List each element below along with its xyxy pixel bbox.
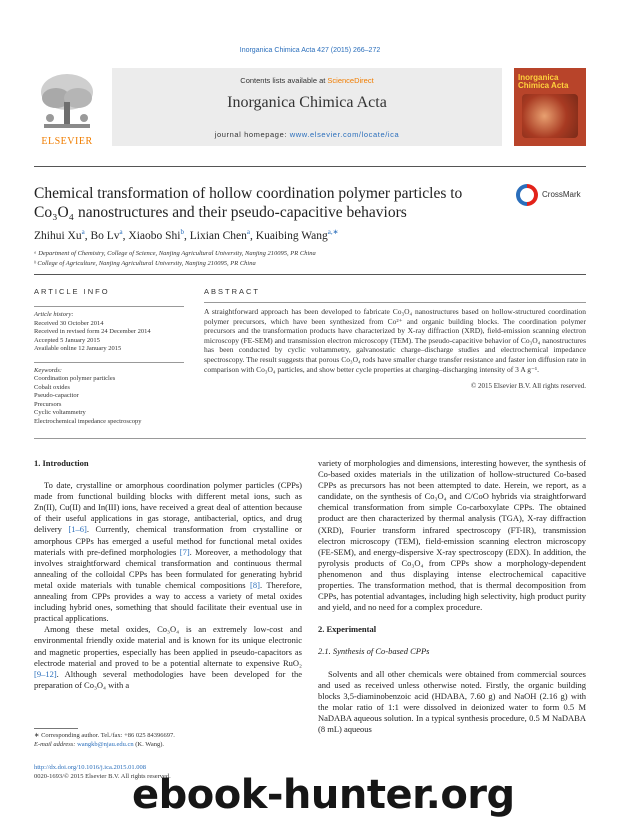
journal-title: Inorganica Chimica Acta — [227, 94, 387, 111]
subsection-heading: 2.1. Synthesis of Co-based CPPs — [318, 646, 430, 657]
author-name: Xiaobo Shi — [128, 229, 181, 242]
article-info-heading: ARTICLE INFO — [34, 287, 110, 296]
email-link[interactable]: wangkb@njau.edu.cn — [77, 740, 134, 748]
abstract-panel — [204, 287, 586, 390]
citation-link[interactable]: [9–12] — [34, 668, 57, 679]
sciencedirect-link[interactable]: ScienceDirect — [327, 76, 374, 85]
journal-homepage — [112, 130, 502, 139]
crossmark-label: CrossMark — [542, 190, 581, 199]
journal-cover-thumbnail[interactable] — [514, 68, 586, 146]
abstract-heading: ABSTRACT — [204, 287, 261, 296]
abstract-text: A straightforward approach has been developed to fabricate Co₃O₄ nanostructures based on hollow-structured coordination polymer precursors, which have been synthesized from Co²⁺ and organic building blocks. The coordination polymer precursors and the transformation products have characterized by X-ray diffraction (XRD), field-emission scanning electron microscopy (FE-SEM) and transmission electron microscopy (TEM). The pseudo-capacitive behavior of Co₃O₄ nanostructures has been conducted by cyclic voltammetry, galvanostatic charge–discharge studies and electrochemical impedance spectroscopy. The result suggests that porous Co₃O₄ rods have smaller charge transfer resistance and faster ion diffusion rate in comparison with Co₃O₄ particles, and show better cycle properties at charging–discharging intensity of 3 A g⁻¹. — [204, 307, 586, 374]
paragraph: To date, crystalline or amorphous coordination polymer particles (CPPs) made from functional building blocks with different metal ions, such as Zn(II), Cu(II) and In(III) ions, have received a great deal of attention because of their useful applications in gas storage, antibacterial, optics, and drug delivery [1–6]. Currently, chemical transformation from crystalline or amorphous CPPs has emerged a useful method for functional metal oxides materials with pre-defined morphologies [7]. Moreover, a methodology that involves straightforward chemical transformation and continuous thermal annealing of the colloidal CPPs has been formulated for generating hybrid metal oxide materials with tunable chemical compositions [8]. Therefore, annealing from CPPs provides a way to access a variety of metal oxides including hybrid ones, something that should facilitate their eventual use in practical applications. — [34, 480, 302, 624]
keyword-item: Cyclic voltammetry — [34, 409, 86, 416]
journal-reference[interactable]: Inorganica Chimica Acta 427 (2015) 266–272 — [239, 47, 381, 54]
paragraph: Among these metal oxides, Co₃O₄ is an extremely low-cost and environmental friendly oxide material and is known for its unique electronic and magnetic properties, especially has been applied in pseudo-capacitors as electrode material and proved to be a potential alternate to expensive RuO₂ [9–12]. Although several methodologies have been developed for the preparation of Co₃O₄ with a — [34, 624, 302, 690]
article-title: Chemical transformation of hollow coordination polymer particles to Co₃O₄ nanostructures and their pseudo-capacitive behaviors — [34, 185, 463, 221]
history-item: Received 30 October 2014 — [34, 319, 104, 327]
affiliation-b: ᵇ College of Agriculture, Nanjing Agricultural University, Nanjing 210095, PR China — [34, 259, 256, 267]
article-info-panel — [34, 287, 184, 426]
keyword-item: Coordination polymer particles — [34, 375, 116, 382]
author-name: Lixian Chen — [189, 229, 247, 242]
history-item: Accepted 5 January 2015 — [34, 336, 100, 344]
elsevier-wordmark: ELSEVIER — [41, 136, 93, 147]
section-heading-introduction: 1. Introduction — [34, 458, 89, 468]
homepage-prefix: journal homepage: — [214, 130, 290, 139]
history-item: Available online 12 January 2015 — [34, 345, 122, 352]
citation-link[interactable]: [8] — [250, 579, 260, 590]
footnote-corr: ∗ Corresponding author. Tel./fax: +86 025 84396697. — [34, 732, 175, 739]
contents-line — [112, 76, 502, 85]
info-top-rule — [34, 274, 586, 275]
author-affiliation-marker[interactable]: a — [81, 228, 85, 236]
author-affiliation-marker[interactable]: a — [119, 228, 123, 236]
paragraph: Solvents and all other chemicals were obtained from commercial sources and used as received unless otherwise noted. Firstly, the organic building blocks 3,5-diaminobenzoic acid (HDABA, 7.60 g) and NaOH (2.16 g) with the molar ratio of 1:1 were dissolved in deionized water to form 0.5 M NaDABA aqueous solution. In a typical synthesis procedure, 0.5 M NaDABA (8 mL) aqueous — [318, 668, 586, 734]
keywords-heading: Keywords: — [34, 366, 62, 374]
author-affiliation-marker[interactable]: a — [246, 228, 251, 236]
paragraph: variety of morphologies and dimensions, interesting however, the synthesis of Co-based oxides materials in the utilization of hollow-structured Co-based CPPs as precursors has not been attempted to date. Herein, we report, as a candidate, on the synthesis of Co₃O₄ and C/CoO hybrids via straightforward chemical transformation from simple Co-carboxylate CPPs. The obtained product are then characterized by thermal analysis (TGA), X-ray diffraction (XRD), Fourier transform infrared spectroscopy (FT-IR), transmission electron microscopy (TEM), field-emission scanning electron microscopy (FE-SEM), and energy-dispersive X-ray spectroscopy (EDX). In addition, the pyrolysis products of Co₃O₄ from CPPs show a morphology-dependent phenomenon and thus displaying intense electrochemical capacitive properties. The transformation method, that is thermal decomposition from CPPs, has potential advantages, including high selectivity, high product purity and yield, and no need for a complex procedure. — [318, 458, 586, 613]
keyword-item: Cobalt oxides — [34, 383, 70, 391]
homepage-link[interactable]: www.elsevier.com/locate/ica — [289, 130, 400, 139]
cover-artwork — [522, 94, 578, 138]
section-heading-experimental: 2. Experimental — [318, 624, 377, 635]
abstract-bottom-rule — [34, 438, 586, 439]
keyword-item: Precursors — [34, 400, 62, 408]
left-column — [34, 458, 302, 691]
author-affiliation-marker[interactable]: b — [180, 228, 184, 236]
crossmark-icon — [516, 184, 538, 206]
citation-link[interactable]: [1–6] — [68, 524, 87, 535]
right-column — [318, 458, 586, 735]
citation-link[interactable]: [7] — [179, 546, 190, 557]
affiliation-a: ᵃ Department of Chemistry, College of Science, Nanjing Agricultural University, Nanjing 210095, PR China — [34, 250, 316, 257]
watermark-overlay: ebook-hunter.org — [132, 772, 515, 818]
issn-line: 0020-1693/© 2015 Elsevier B.V. All rights reserved. — [34, 772, 171, 780]
keyword-item: Electrochemical impedance spectroscopy — [34, 417, 142, 425]
affiliations — [34, 249, 586, 268]
footnote-rule — [34, 728, 78, 729]
copyright-notice: © 2015 Elsevier B.V. All rights reserved. — [470, 382, 586, 391]
contents-prefix: Contents lists available at — [240, 76, 328, 85]
history-heading: Article history: — [34, 311, 74, 318]
cover-title: Inorganica Chimica Acta — [518, 73, 569, 90]
history-item: Received in revised form 24 December 2014 — [34, 328, 151, 335]
author-name: Kuaibing Wang — [255, 229, 328, 242]
keyword-item: Pseudo-capacitor — [34, 392, 79, 399]
corresponding-author-footnote — [34, 732, 302, 749]
footnote-email-line: E-mail address: wangkb@njau.edu.cn (K. Wang). — [34, 740, 165, 748]
header-rule — [34, 166, 586, 167]
author-affiliation-marker[interactable]: a,∗ — [327, 228, 339, 236]
elsevier-tree-logo — [34, 68, 100, 146]
author-list: Zhihui Xu$^a$, Bo Lv$^a$, Xiaobo Shi$^b$, Lixian Chen$^a$, Kuaibing Wang$^{a,∗}$ — [34, 228, 339, 242]
author-name: Zhihui Xu — [34, 229, 82, 242]
doi-link[interactable]: http://dx.doi.org/10.1016/j.ica.2015.01.008 — [34, 764, 147, 771]
crossmark-badge[interactable] — [516, 184, 586, 214]
author-name: Bo Lv — [90, 229, 120, 242]
